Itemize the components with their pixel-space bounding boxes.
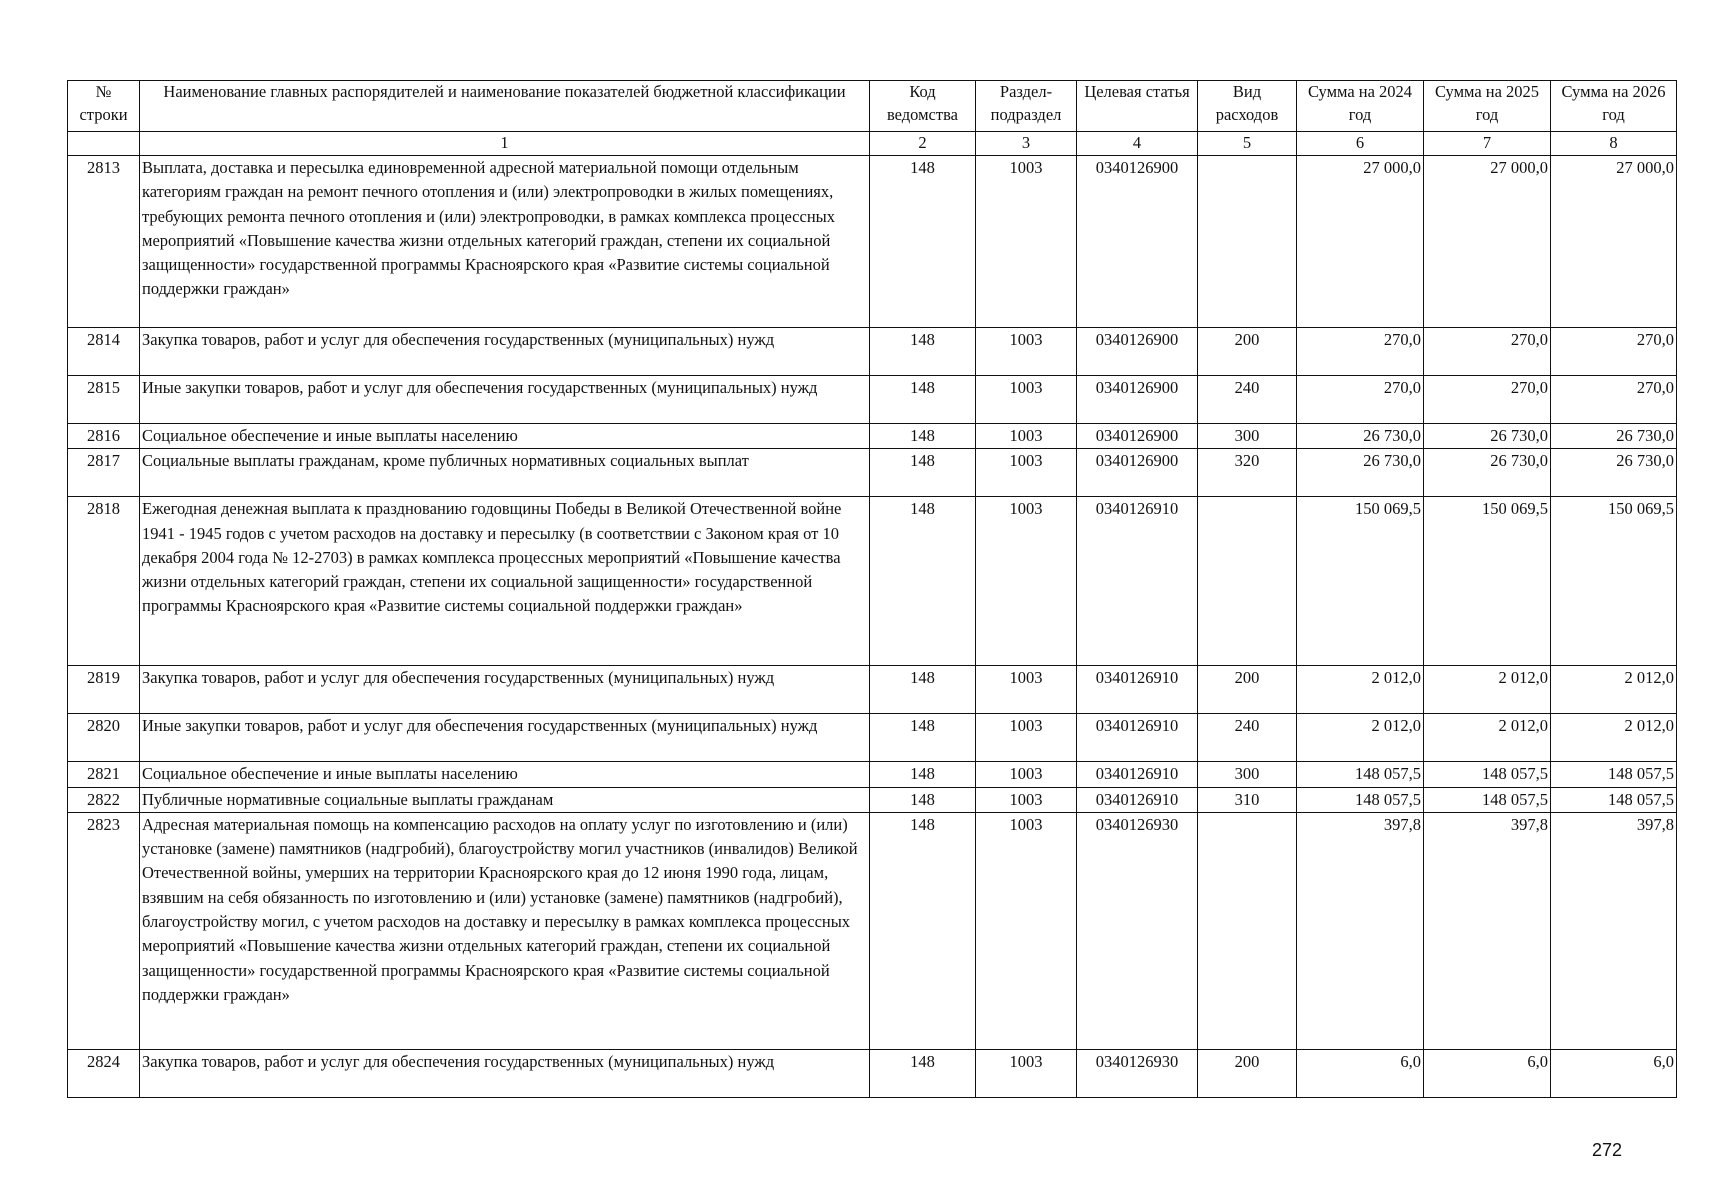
row-sum-2026: 397,8 xyxy=(1551,812,1677,1049)
row-dept-code: 148 xyxy=(870,497,976,666)
row-dept-code: 148 xyxy=(870,424,976,449)
column-number: 2 xyxy=(870,132,976,156)
column-number: 8 xyxy=(1551,132,1677,156)
budget-table xyxy=(67,80,1677,1098)
row-sum-2025: 2 012,0 xyxy=(1424,666,1551,714)
row-exp-type: 240 xyxy=(1198,376,1297,424)
row-sum-2025: 27 000,0 xyxy=(1424,156,1551,328)
row-section: 1003 xyxy=(976,497,1077,666)
row-exp-type: 300 xyxy=(1198,762,1297,787)
row-target: 0340126910 xyxy=(1077,666,1198,714)
row-sum-2026: 2 012,0 xyxy=(1551,666,1677,714)
row-section: 1003 xyxy=(976,376,1077,424)
row-sum-2025: 148 057,5 xyxy=(1424,762,1551,787)
header-dept-code: Код ведомства xyxy=(870,81,976,132)
row-sum-2024: 150 069,5 xyxy=(1297,497,1424,666)
row-section: 1003 xyxy=(976,812,1077,1049)
row-sum-2024: 26 730,0 xyxy=(1297,424,1424,449)
row-section: 1003 xyxy=(976,424,1077,449)
row-section: 1003 xyxy=(976,714,1077,762)
row-name: Выплата, доставка и пересылка единовременной адресной материальной помощи отдельным категориям граждан на ремонт печного отопления и (или) электропроводки в жилых помещениях, требующих ремонта печного отопления и (или) электропроводки, в рамках комплекса процессных мероприятий «Повышение качества жизни отдельных категорий граждан, степени их социальной защищенности» государственной программы Красноярского края «Развитие системы социальной поддержки граждан» xyxy=(140,156,870,328)
row-sum-2025: 2 012,0 xyxy=(1424,714,1551,762)
row-dept-code: 148 xyxy=(870,787,976,812)
row-number: 2814 xyxy=(68,328,140,376)
row-dept-code: 148 xyxy=(870,376,976,424)
row-target: 0340126900 xyxy=(1077,376,1198,424)
row-sum-2024: 2 012,0 xyxy=(1297,666,1424,714)
row-sum-2026: 270,0 xyxy=(1551,328,1677,376)
row-name: Закупка товаров, работ и услуг для обеспечения государственных (муниципальных) нужд xyxy=(140,328,870,376)
row-number: 2824 xyxy=(68,1049,140,1097)
row-number: 2820 xyxy=(68,714,140,762)
column-number-blank xyxy=(68,132,140,156)
row-number: 2813 xyxy=(68,156,140,328)
row-number: 2817 xyxy=(68,449,140,497)
header-sum-2026: Сумма на 2026 год xyxy=(1551,81,1677,132)
row-sum-2026: 270,0 xyxy=(1551,376,1677,424)
table-row xyxy=(68,812,1677,1049)
row-target: 0340126910 xyxy=(1077,714,1198,762)
table-row xyxy=(68,714,1677,762)
row-exp-type xyxy=(1198,156,1297,328)
column-number: 4 xyxy=(1077,132,1198,156)
row-name: Иные закупки товаров, работ и услуг для обеспечения государственных (муниципальных) нужд xyxy=(140,714,870,762)
row-sum-2026: 148 057,5 xyxy=(1551,787,1677,812)
header-section: Раздел-подраздел xyxy=(976,81,1077,132)
column-number: 3 xyxy=(976,132,1077,156)
table-row xyxy=(68,666,1677,714)
row-sum-2024: 148 057,5 xyxy=(1297,787,1424,812)
row-number: 2819 xyxy=(68,666,140,714)
row-name: Адресная материальная помощь на компенсацию расходов на оплату услуг по изготовлению и (или) установке (замене) памятников (надгробий), благоустройству могил участников (инвалидов) Великой Отечественной войны, умерших на территории Красноярского края до 12 июня 1990 года, лицам, взявшим на себя обязанность по изготовлению и (или) установке (замене) памятников (надгробий), благоустройству могил, с учетом расходов на доставку и пересылку в рамках комплекса процессных мероприятий «Повышение качества жизни отдельных категорий граждан, степени их социальной защищенности» государственной программы Красноярского края «Развитие системы социальной поддержки граждан» xyxy=(140,812,870,1049)
row-sum-2024: 148 057,5 xyxy=(1297,762,1424,787)
row-target: 0340126900 xyxy=(1077,328,1198,376)
row-number: 2821 xyxy=(68,762,140,787)
row-exp-type: 300 xyxy=(1198,424,1297,449)
row-target: 0340126910 xyxy=(1077,497,1198,666)
row-sum-2024: 2 012,0 xyxy=(1297,714,1424,762)
table-row xyxy=(68,328,1677,376)
column-number-row xyxy=(68,132,1677,156)
row-sum-2026: 26 730,0 xyxy=(1551,424,1677,449)
row-sum-2026: 2 012,0 xyxy=(1551,714,1677,762)
header-target: Целевая статья xyxy=(1077,81,1198,132)
row-section: 1003 xyxy=(976,1049,1077,1097)
table-row xyxy=(68,1049,1677,1097)
row-dept-code: 148 xyxy=(870,812,976,1049)
header-sum-2024: Сумма на 2024 год xyxy=(1297,81,1424,132)
row-sum-2024: 397,8 xyxy=(1297,812,1424,1049)
row-section: 1003 xyxy=(976,787,1077,812)
header-exp-type: Вид расходов xyxy=(1198,81,1297,132)
row-target: 0340126930 xyxy=(1077,812,1198,1049)
row-sum-2024: 270,0 xyxy=(1297,376,1424,424)
row-number: 2815 xyxy=(68,376,140,424)
row-name: Социальное обеспечение и иные выплаты населению xyxy=(140,424,870,449)
row-name: Закупка товаров, работ и услуг для обеспечения государственных (муниципальных) нужд xyxy=(140,666,870,714)
row-target: 0340126910 xyxy=(1077,762,1198,787)
header-sum-2025: Сумма на 2025 год xyxy=(1424,81,1551,132)
row-number: 2822 xyxy=(68,787,140,812)
row-sum-2025: 26 730,0 xyxy=(1424,449,1551,497)
row-sum-2025: 270,0 xyxy=(1424,376,1551,424)
row-name: Закупка товаров, работ и услуг для обеспечения государственных (муниципальных) нужд xyxy=(140,1049,870,1097)
row-sum-2026: 26 730,0 xyxy=(1551,449,1677,497)
row-dept-code: 148 xyxy=(870,762,976,787)
row-exp-type: 310 xyxy=(1198,787,1297,812)
row-dept-code: 148 xyxy=(870,156,976,328)
row-target: 0340126910 xyxy=(1077,787,1198,812)
row-section: 1003 xyxy=(976,156,1077,328)
column-number: 1 xyxy=(140,132,870,156)
row-sum-2025: 26 730,0 xyxy=(1424,424,1551,449)
row-sum-2025: 150 069,5 xyxy=(1424,497,1551,666)
table-row xyxy=(68,762,1677,787)
row-name: Иные закупки товаров, работ и услуг для обеспечения государственных (муниципальных) нужд xyxy=(140,376,870,424)
row-sum-2026: 6,0 xyxy=(1551,1049,1677,1097)
row-exp-type: 200 xyxy=(1198,328,1297,376)
row-dept-code: 148 xyxy=(870,449,976,497)
row-sum-2026: 150 069,5 xyxy=(1551,497,1677,666)
table-row xyxy=(68,449,1677,497)
table-row xyxy=(68,497,1677,666)
row-name: Социальные выплаты гражданам, кроме публичных нормативных социальных выплат xyxy=(140,449,870,497)
row-sum-2024: 26 730,0 xyxy=(1297,449,1424,497)
row-dept-code: 148 xyxy=(870,666,976,714)
table-row xyxy=(68,156,1677,328)
table-row xyxy=(68,424,1677,449)
row-sum-2026: 27 000,0 xyxy=(1551,156,1677,328)
row-section: 1003 xyxy=(976,449,1077,497)
row-section: 1003 xyxy=(976,666,1077,714)
row-target: 0340126900 xyxy=(1077,156,1198,328)
row-name: Публичные нормативные социальные выплаты гражданам xyxy=(140,787,870,812)
row-sum-2025: 148 057,5 xyxy=(1424,787,1551,812)
row-exp-type: 200 xyxy=(1198,666,1297,714)
page-number: 272 xyxy=(1592,1140,1623,1160)
header-name: Наименование главных распорядителей и наименование показателей бюджетной классификации xyxy=(140,81,870,132)
row-number: 2818 xyxy=(68,497,140,666)
row-sum-2025: 270,0 xyxy=(1424,328,1551,376)
column-number: 5 xyxy=(1198,132,1297,156)
row-section: 1003 xyxy=(976,328,1077,376)
column-number: 7 xyxy=(1424,132,1551,156)
row-number: 2823 xyxy=(68,812,140,1049)
row-exp-type xyxy=(1198,497,1297,666)
row-exp-type: 320 xyxy=(1198,449,1297,497)
row-sum-2024: 27 000,0 xyxy=(1297,156,1424,328)
row-exp-type: 200 xyxy=(1198,1049,1297,1097)
row-sum-2024: 270,0 xyxy=(1297,328,1424,376)
header-row xyxy=(68,81,1677,132)
row-dept-code: 148 xyxy=(870,714,976,762)
row-exp-type xyxy=(1198,812,1297,1049)
row-target: 0340126930 xyxy=(1077,1049,1198,1097)
row-name: Ежегодная денежная выплата к празднованию годовщины Победы в Великой Отечественной войне 1941 - 1945 годов с учетом расходов на доставку и пересылку (в соответствии с Законом края от 10 декабря 2004 года № 12-2703) в рамках комплекса процессных мероприятий «Повышение качества жизни отдельных категорий граждан, степени их социальной защищенности» государственной программы Красноярского края «Развитие системы социальной поддержки граждан» xyxy=(140,497,870,666)
row-section: 1003 xyxy=(976,762,1077,787)
table-row xyxy=(68,787,1677,812)
column-number: 6 xyxy=(1297,132,1424,156)
row-sum-2026: 148 057,5 xyxy=(1551,762,1677,787)
row-sum-2024: 6,0 xyxy=(1297,1049,1424,1097)
row-dept-code: 148 xyxy=(870,328,976,376)
table-row xyxy=(68,376,1677,424)
row-dept-code: 148 xyxy=(870,1049,976,1097)
row-sum-2025: 397,8 xyxy=(1424,812,1551,1049)
row-sum-2025: 6,0 xyxy=(1424,1049,1551,1097)
row-name: Социальное обеспечение и иные выплаты населению xyxy=(140,762,870,787)
row-exp-type: 240 xyxy=(1198,714,1297,762)
header-row-no: № строки xyxy=(68,81,140,132)
row-target: 0340126900 xyxy=(1077,449,1198,497)
row-number: 2816 xyxy=(68,424,140,449)
row-target: 0340126900 xyxy=(1077,424,1198,449)
